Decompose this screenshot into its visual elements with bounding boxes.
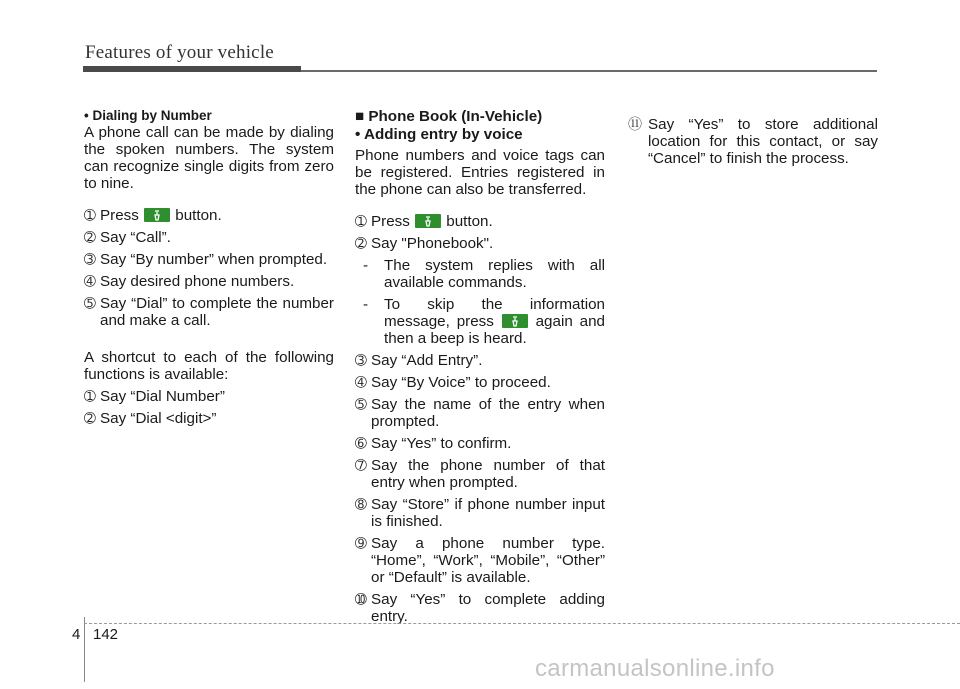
step-4: ➃ Say desired phone numbers. bbox=[84, 273, 295, 290]
column-continued bbox=[628, 116, 878, 172]
page-header-title: Features of your vehicle bbox=[85, 42, 274, 63]
shortcut-1: ➀ Say “Dial Number” bbox=[84, 388, 225, 405]
step-1: ➀ Press button. bbox=[355, 213, 493, 230]
section-subheading: • Adding entry by voice bbox=[355, 126, 523, 143]
step-5: ➄ Say the name of the entry when prompted. bbox=[355, 396, 605, 430]
step-5: ➄ Say “Dial” to complete the number and make a call. bbox=[84, 295, 334, 329]
step-2: ➁ Say "Phonebook". bbox=[355, 235, 494, 252]
step-9: ➈ Say a phone number type. “Home”, “Work”, “Mobile”, “Other” or “Default” is available. bbox=[355, 535, 605, 586]
step-8: ➇ Say “Store” if phone number input is finished. bbox=[355, 496, 605, 530]
column-phone-book bbox=[355, 108, 605, 630]
step-6: ➅ Say “Yes” to confirm. bbox=[355, 435, 512, 452]
voice-button-icon bbox=[144, 208, 170, 222]
voice-button-icon bbox=[415, 214, 441, 228]
sub-item-2: - To skip the information message, press again and then a beep is heard. bbox=[363, 296, 605, 347]
step-10: ➉ Say “Yes” to complete adding entry. bbox=[355, 591, 605, 625]
step-number: ➀ bbox=[84, 207, 96, 223]
step-1: ➀ Press button. bbox=[84, 207, 222, 224]
voice-button-icon bbox=[502, 314, 528, 328]
sub-item-1: - The system replies with all available commands. bbox=[363, 257, 605, 291]
step-4: ➃ Say “By Voice” to proceed. bbox=[355, 374, 551, 391]
step-11: ⑪ Say “Yes” to store additional location for this contact, or say “Cancel” to finish the process. bbox=[628, 116, 878, 167]
header-rule bbox=[301, 70, 877, 72]
chapter-number: 4 bbox=[72, 626, 81, 643]
footer-divider bbox=[84, 617, 85, 682]
step-7: ➆ Say the phone number of that entry when prompted. bbox=[355, 457, 605, 491]
step-3: ➂ Say “Add Entry”. bbox=[355, 352, 483, 369]
section-heading: ■ Phone Book (In-Vehicle) bbox=[355, 108, 543, 125]
section-subheading: • Dialing by Number bbox=[84, 108, 212, 123]
column-dialing-by-number bbox=[84, 108, 334, 432]
shortcut-2: ➁ Say “Dial <digit>” bbox=[84, 410, 217, 427]
intro-paragraph: Phone numbers and voice tags can be registered. Entries registered in the phone can also be transferred. bbox=[355, 147, 605, 198]
watermark: carmanualsonline.info bbox=[535, 655, 775, 682]
step-2: ➁ Say “Call”. bbox=[84, 229, 171, 246]
footer-rule bbox=[84, 623, 960, 624]
shortcut-intro: A shortcut to each of the following functions is available: bbox=[84, 349, 334, 383]
intro-paragraph: A phone call can be made by dialing the spoken numbers. The system can recognize single digits from zero to nine. bbox=[84, 124, 334, 192]
header-bar bbox=[83, 66, 301, 72]
page-number: 142 bbox=[93, 626, 119, 643]
step-3: ➂ Say “By number” when prompted. bbox=[84, 251, 328, 268]
